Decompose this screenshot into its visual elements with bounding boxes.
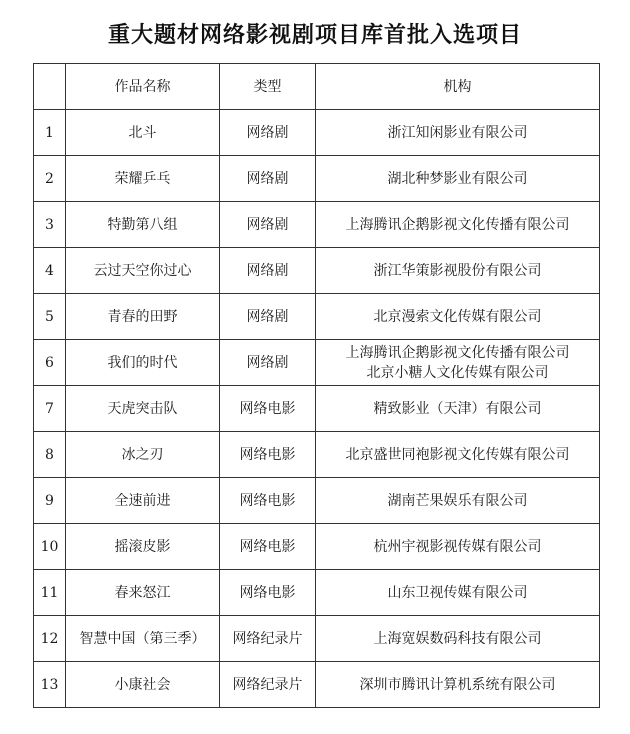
row-index: 3 xyxy=(34,202,66,248)
row-work-name: 春来怒江 xyxy=(66,570,220,616)
table-body xyxy=(34,110,600,708)
table-row xyxy=(34,386,600,432)
row-type: 网络剧 xyxy=(220,248,316,294)
row-organization xyxy=(316,386,600,432)
organization-name: 浙江知闲影业有限公司 xyxy=(387,124,528,141)
row-index: 12 xyxy=(34,616,66,662)
row-index: 4 xyxy=(34,248,66,294)
organization-name: 精致影业（天津）有限公司 xyxy=(373,400,542,417)
row-index: 9 xyxy=(34,478,66,524)
row-index: 8 xyxy=(34,432,66,478)
table-row xyxy=(34,248,600,294)
row-index: 10 xyxy=(34,524,66,570)
row-work-name: 云过天空你过心 xyxy=(66,248,220,294)
organization-name: 湖南芒果娱乐有限公司 xyxy=(387,492,528,509)
table-row xyxy=(34,570,600,616)
organization-name: 上海腾讯企鹅影视文化传播有限公司 xyxy=(345,344,570,361)
organization-name: 北京漫索文化传媒有限公司 xyxy=(373,308,542,325)
row-organization xyxy=(316,478,600,524)
row-work-name: 智慧中国（第三季） xyxy=(66,616,220,662)
header-org: 机构 xyxy=(316,64,600,110)
row-organization xyxy=(316,662,600,708)
row-index: 11 xyxy=(34,570,66,616)
row-work-name: 天虎突击队 xyxy=(66,386,220,432)
table-header-row xyxy=(34,64,600,110)
row-organization xyxy=(316,570,600,616)
row-organization xyxy=(316,616,600,662)
row-work-name: 摇滚皮影 xyxy=(66,524,220,570)
organization-name: 杭州宇视影视传媒有限公司 xyxy=(373,538,542,555)
row-work-name: 冰之刃 xyxy=(66,432,220,478)
table-row xyxy=(34,524,600,570)
table-row xyxy=(34,478,600,524)
row-type: 网络电影 xyxy=(220,524,316,570)
header-name: 作品名称 xyxy=(66,64,220,110)
row-index: 13 xyxy=(34,662,66,708)
row-work-name: 我们的时代 xyxy=(66,340,220,386)
table-row xyxy=(34,340,600,386)
row-index: 5 xyxy=(34,294,66,340)
row-work-name: 特勤第八组 xyxy=(66,202,220,248)
row-organization xyxy=(316,432,600,478)
table-row xyxy=(34,662,600,708)
row-type: 网络剧 xyxy=(220,202,316,248)
row-work-name: 北斗 xyxy=(66,110,220,156)
organization-name: 湖北种梦影业有限公司 xyxy=(387,170,528,187)
row-organization xyxy=(316,524,600,570)
row-type: 网络电影 xyxy=(220,570,316,616)
row-organization xyxy=(316,156,600,202)
row-type: 网络电影 xyxy=(220,432,316,478)
row-organization xyxy=(316,202,600,248)
row-organization xyxy=(316,248,600,294)
header-type: 类型 xyxy=(220,64,316,110)
row-work-name: 小康社会 xyxy=(66,662,220,708)
row-type: 网络纪录片 xyxy=(220,616,316,662)
project-table xyxy=(33,63,600,708)
row-index: 1 xyxy=(34,110,66,156)
row-work-name: 全速前进 xyxy=(66,478,220,524)
header-index xyxy=(34,64,66,110)
row-organization xyxy=(316,294,600,340)
row-work-name: 青春的田野 xyxy=(66,294,220,340)
table-row xyxy=(34,156,600,202)
row-type: 网络电影 xyxy=(220,386,316,432)
row-type: 网络剧 xyxy=(220,340,316,386)
page-title: 重大题材网络影视剧项目库首批入选项目 xyxy=(107,22,522,48)
row-organization xyxy=(316,340,600,386)
organization-name: 北京盛世同袍影视文化传媒有限公司 xyxy=(345,446,570,463)
row-type: 网络剧 xyxy=(220,156,316,202)
row-type: 网络电影 xyxy=(220,478,316,524)
row-index: 7 xyxy=(34,386,66,432)
table-row xyxy=(34,110,600,156)
table-row xyxy=(34,294,600,340)
table-row xyxy=(34,432,600,478)
table-row xyxy=(34,202,600,248)
organization-name: 深圳市腾讯计算机系统有限公司 xyxy=(359,676,556,693)
row-index: 6 xyxy=(34,340,66,386)
organization-name: 浙江华策影视股份有限公司 xyxy=(373,262,542,279)
row-index: 2 xyxy=(34,156,66,202)
row-organization xyxy=(316,110,600,156)
organization-name: 山东卫视传媒有限公司 xyxy=(387,584,528,601)
row-type: 网络剧 xyxy=(220,294,316,340)
row-type: 网络剧 xyxy=(220,110,316,156)
row-type: 网络纪录片 xyxy=(220,662,316,708)
row-work-name: 荣耀乒乓 xyxy=(66,156,220,202)
organization-name: 上海腾讯企鹅影视文化传播有限公司 xyxy=(345,216,570,233)
organization-name: 上海宽娱数码科技有限公司 xyxy=(373,630,542,647)
table-row xyxy=(34,616,600,662)
organization-name: 北京小糖人文化传媒有限公司 xyxy=(366,364,549,381)
